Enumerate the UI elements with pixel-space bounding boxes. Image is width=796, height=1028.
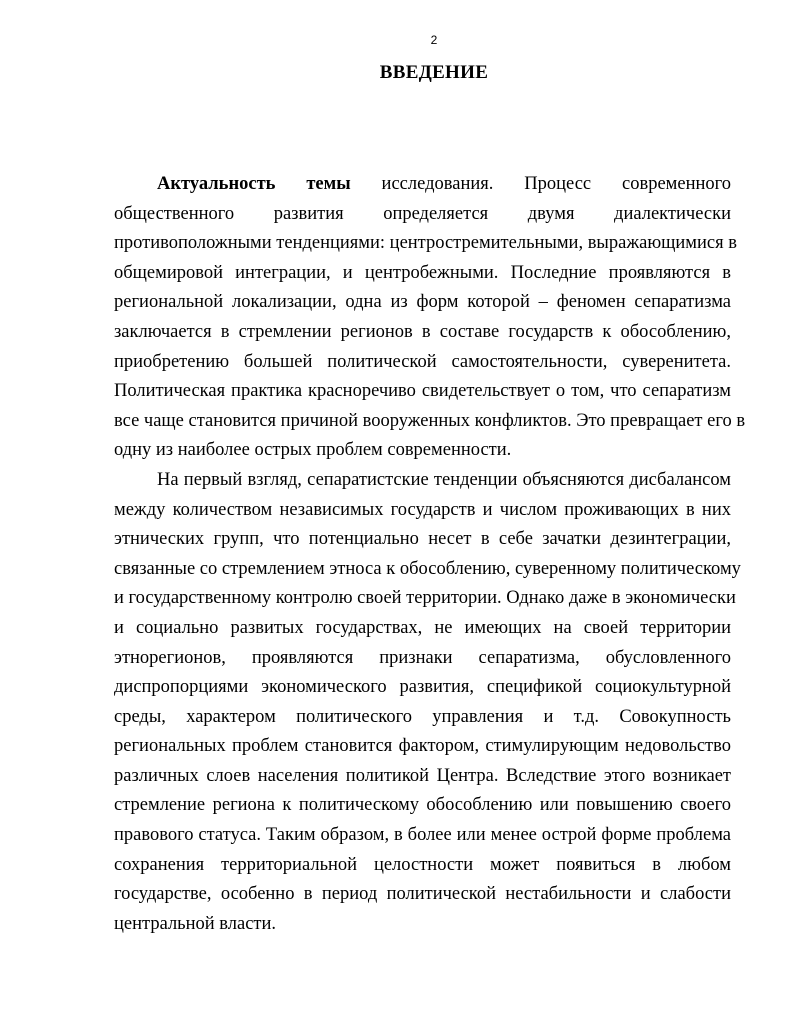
paragraph-1-line-8: Политическая практика красноречиво свидетельствует о том, что сепаратизм — [114, 381, 731, 402]
paragraph-1-line-6: заключается в стремлении регионов в составе государств к обособлению, — [114, 321, 731, 342]
paragraph-1-line-1-text: исследования. Процесс современного — [350, 174, 732, 194]
paragraph-1-line-3: противоположными тенденциями: центростремительными, выражающимися в — [114, 233, 737, 254]
paragraph-2-line-11: различных слоев населения политикой Центра. Вследствие этого возникает — [114, 765, 731, 786]
paragraph-2-line-14: сохранения территориальной целостности может появиться в любом — [114, 854, 731, 875]
paragraph-2-line-6: и социально развитых государствах, не имеющих на своей территории — [114, 617, 731, 638]
section-heading: ВВЕДЕНИЕ — [379, 62, 489, 83]
paragraph-1-line-10: одну из наиболее острых проблем современности. — [114, 440, 512, 461]
paragraph-1-line-9: все чаще становится причиной вооруженных конфликтов. Это превращает его в — [114, 410, 746, 431]
paragraph-2-line-8: диспропорциями экономического развития, спецификой социокультурной — [114, 677, 731, 698]
paragraph-2-line-2: между количеством независимых государств и числом проживающих в них — [114, 499, 731, 520]
paragraph-2-line-5: и государственному контролю своей территории. Однако даже в экономически — [114, 588, 736, 609]
paragraph-1-line-1 — [114, 170, 731, 200]
paragraph-1-line-4: общемировой интеграции, и центробежными. Последние проявляются в — [114, 262, 731, 283]
paragraph-2-line-7: этнорегионов, проявляются признаки сепаратизма, обусловленного — [114, 647, 731, 668]
paragraph-1-line-7: приобретению большей политической самостоятельности, суверенитета. — [114, 351, 731, 372]
paragraph-2-line-10: региональных проблем становится фактором, стимулирующим недовольство — [114, 736, 731, 757]
body-text — [114, 170, 746, 939]
paragraph-1-line-2: общественного развития определяется двумя диалектически — [114, 203, 731, 224]
paragraph-2-line-12: стремление региона к политическому обособлению или повышению своего — [114, 795, 731, 816]
paragraph-2-line-1: На первый взгляд, сепаратистские тенденции объясняются дисбалансом — [157, 469, 731, 490]
paragraph-2-line-9: среды, характером политического управления и т.д. Совокупность — [114, 706, 731, 727]
paragraph-2-line-16: центральной власти. — [114, 913, 277, 934]
paragraph-2-line-4: связанные со стремлением этноса к обособлению, суверенному политическому — [114, 558, 741, 579]
paragraph-1-line-5: региональной локализации, одна из форм которой – феномен сепаратизма — [114, 292, 731, 313]
paragraph-2-line-3: этнических групп, что потенциально несет в себе зачатки дезинтеграции, — [114, 529, 731, 550]
paragraph-2-line-15: государстве, особенно в период политической нестабильности и слабости — [114, 884, 731, 905]
paragraph-1-bold-lead: Актуальность темы — [157, 174, 351, 194]
paragraph-2-line-13: правового статуса. Таким образом, в более или менее острой форме проблема — [114, 825, 731, 846]
page-number: 2 — [430, 33, 438, 47]
